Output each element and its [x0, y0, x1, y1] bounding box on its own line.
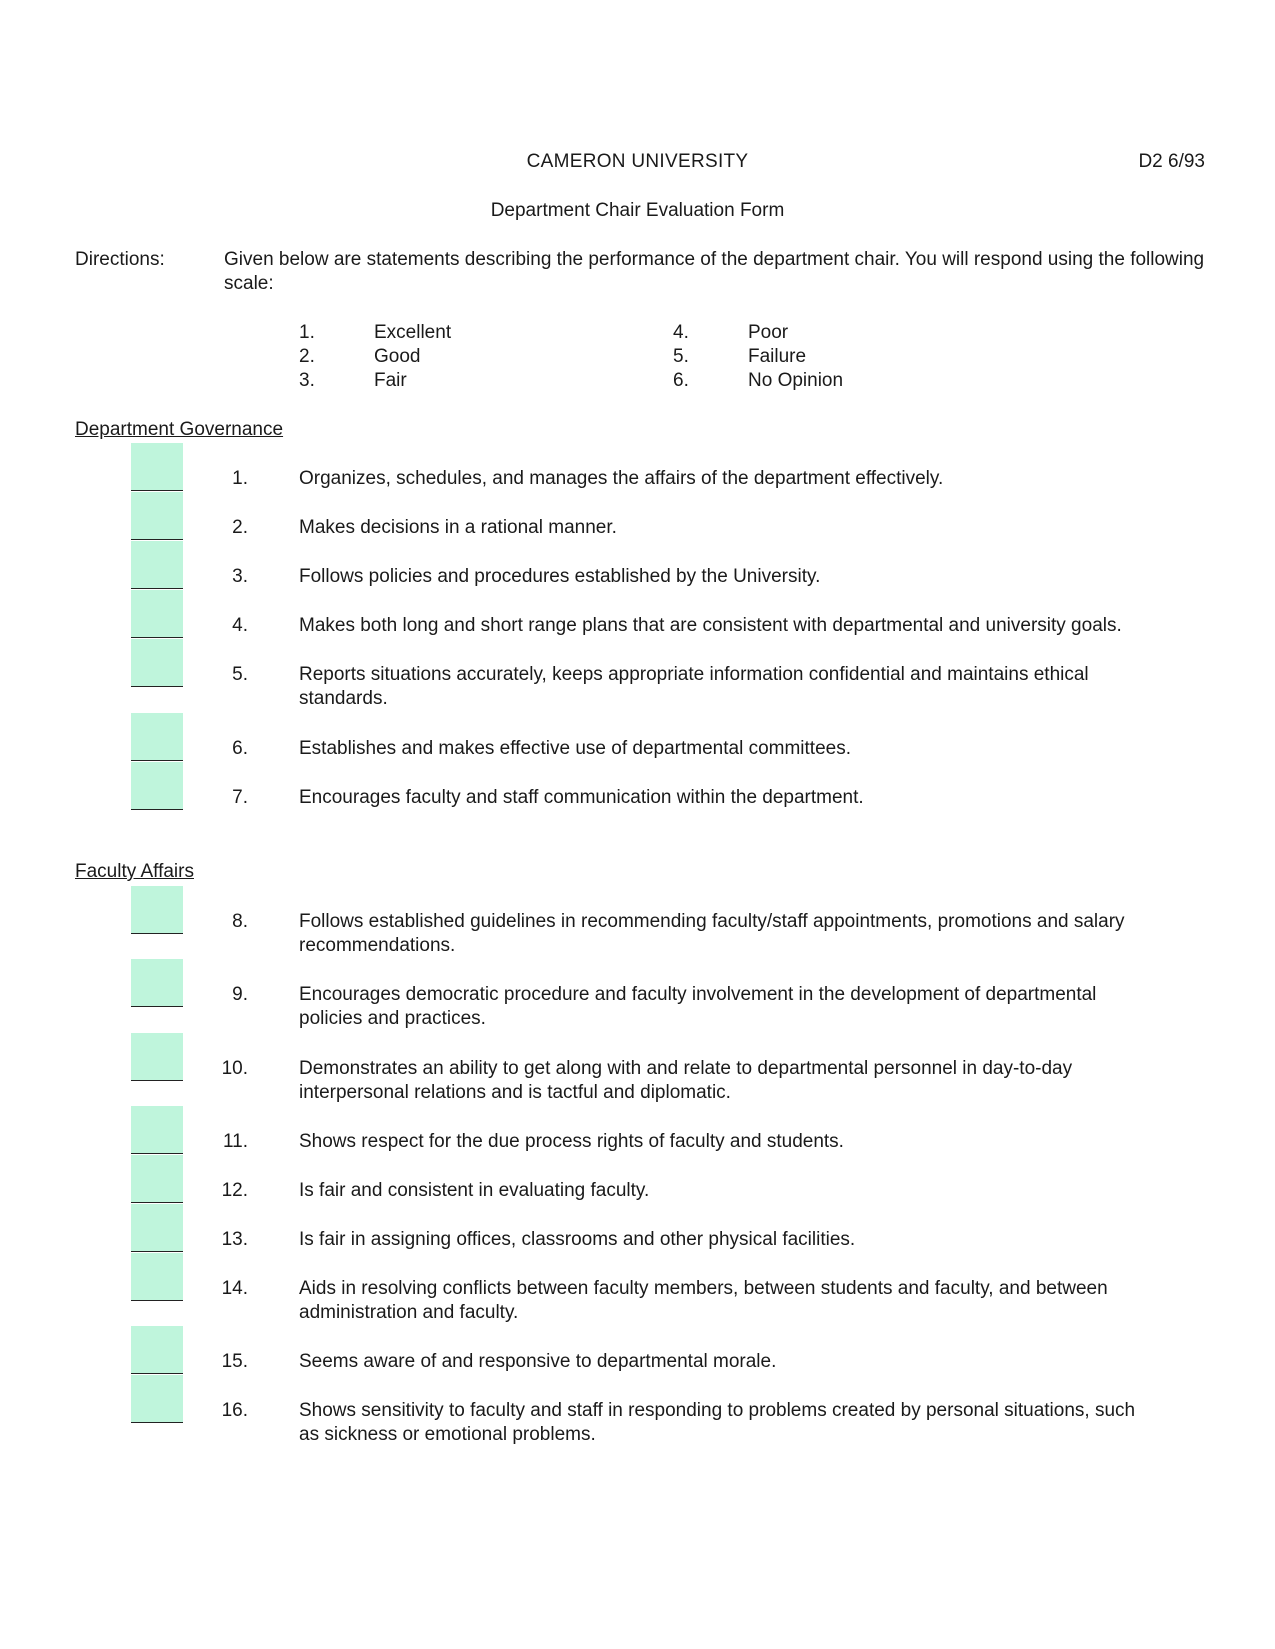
- section-title-faculty-affairs: Faculty Affairs: [75, 861, 194, 882]
- question-text: Encourages democratic procedure and faculty involvement in the development of departmental policies and practices.: [299, 984, 1097, 1029]
- scale-number: 1.: [299, 322, 315, 343]
- question-text: Is fair in assigning offices, classrooms and other physical facilities.: [299, 1229, 856, 1250]
- rating-input-box[interactable]: [131, 1204, 183, 1252]
- directions-text: Given below are statements describing the performance of the department chair. You will respond using the following scale:: [224, 249, 1205, 294]
- rating-input-box[interactable]: [131, 1253, 183, 1301]
- rating-input-box[interactable]: [131, 1155, 183, 1203]
- scale-label: Fair: [374, 370, 407, 391]
- question-number: 5.: [232, 664, 248, 685]
- question-text: Aids in resolving conflicts between faculty members, between students and faculty, and between administration and faculty.: [299, 1278, 1108, 1323]
- form-code: D2 6/93: [1138, 151, 1205, 172]
- rating-input-box[interactable]: [131, 1326, 183, 1374]
- question-text: Organizes, schedules, and manages the affairs of the department effectively.: [299, 468, 944, 489]
- rating-input-box[interactable]: [131, 590, 183, 638]
- rating-input-box[interactable]: [131, 541, 183, 589]
- rating-input-box[interactable]: [131, 443, 183, 491]
- question-text: Follows policies and procedures established by the University.: [299, 566, 821, 587]
- question-number: 12.: [221, 1180, 248, 1201]
- rating-input-box[interactable]: [131, 1106, 183, 1154]
- rating-input-box[interactable]: [131, 886, 183, 934]
- question-number: 6.: [232, 738, 248, 759]
- university-name: CAMERON UNIVERSITY: [526, 151, 749, 172]
- question-text: Makes both long and short range plans that are consistent with departmental and university goals.: [299, 615, 1122, 636]
- question-text: Demonstrates an ability to get along with and relate to departmental personnel in day-to-day interpersonal relations and is tactful and diplomatic.: [299, 1058, 1073, 1103]
- question-text: Encourages faculty and staff communication within the department.: [299, 787, 864, 808]
- question-number: 13.: [221, 1229, 248, 1250]
- rating-input-box[interactable]: [131, 713, 183, 761]
- scale-number: 3.: [299, 370, 315, 391]
- question-text: Makes decisions in a rational manner.: [299, 517, 617, 538]
- question-number: 16.: [221, 1400, 248, 1421]
- scale-number: 5.: [673, 346, 689, 367]
- scale-label: Good: [374, 346, 421, 367]
- question-number: 1.: [232, 468, 248, 489]
- question-text: Reports situations accurately, keeps appropriate information confidential and maintains ethical standards.: [299, 664, 1089, 709]
- scale-number: 4.: [673, 322, 689, 343]
- question-number: 14.: [221, 1278, 248, 1299]
- scale-label: Excellent: [374, 322, 452, 343]
- question-number: 8.: [232, 911, 248, 932]
- form-title: Department Chair Evaluation Form: [490, 200, 785, 221]
- rating-input-box[interactable]: [131, 1375, 183, 1423]
- question-number: 11.: [222, 1131, 248, 1152]
- question-number: 7.: [232, 787, 248, 808]
- question-text: Follows established guidelines in recommending faculty/staff appointments, promotions and salary recommendations.: [299, 911, 1125, 956]
- question-number: 3.: [232, 566, 248, 587]
- question-number: 9.: [232, 984, 248, 1005]
- scale-number: 6.: [673, 370, 689, 391]
- rating-input-box[interactable]: [131, 639, 183, 687]
- rating-input-box[interactable]: [131, 762, 183, 810]
- question-text: Is fair and consistent in evaluating faculty.: [299, 1180, 650, 1201]
- scale-label: Failure: [748, 346, 807, 367]
- question-text: Establishes and makes effective use of departmental committees.: [299, 738, 851, 759]
- question-number: 15.: [221, 1351, 248, 1372]
- question-number: 4.: [232, 615, 248, 636]
- question-text: Shows respect for the due process rights of faculty and students.: [299, 1131, 844, 1152]
- question-text: Seems aware of and responsive to departmental morale.: [299, 1351, 777, 1372]
- directions-label: Directions:: [75, 249, 165, 270]
- question-text: Shows sensitivity to faculty and staff in responding to problems created by personal situations, such as sickness or emotional problems.: [299, 1400, 1136, 1445]
- question-number: 2.: [232, 517, 248, 538]
- section-title-department-governance: Department Governance: [75, 419, 284, 440]
- rating-input-box[interactable]: [131, 1033, 183, 1081]
- rating-input-box[interactable]: [131, 492, 183, 540]
- rating-input-box[interactable]: [131, 959, 183, 1007]
- question-number: 10.: [221, 1058, 248, 1079]
- scale-label: No Opinion: [748, 370, 844, 391]
- scale-label: Poor: [748, 322, 789, 343]
- scale-number: 2.: [299, 346, 315, 367]
